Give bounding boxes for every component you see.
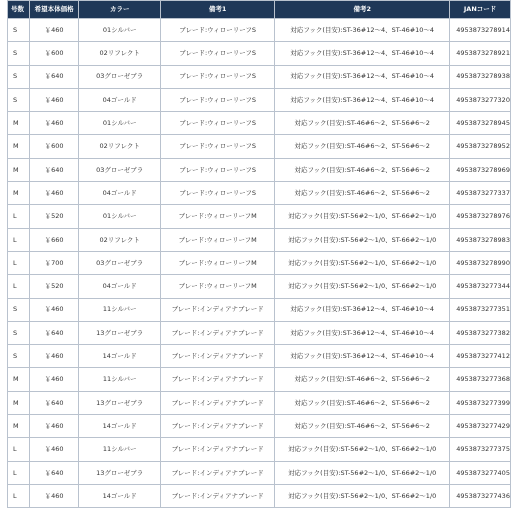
cell-jan-code: 4953873277351	[450, 298, 511, 321]
cell-color: 04ゴールド	[79, 275, 161, 298]
product-spec-table-container	[7, 0, 511, 508]
cell-size: S	[8, 42, 30, 65]
cell-note1: ブレード:インディアナブレード	[161, 345, 275, 368]
cell-price: ￥460	[29, 415, 79, 438]
cell-color: 03グローゼブラ	[79, 65, 161, 88]
cell-note1: ブレード:ウィローリーフM	[161, 228, 275, 251]
cell-note1: ブレード:ウィローリーフS	[161, 88, 275, 111]
cell-note2: 対応フック(目安):ST-36#12～4、ST-46#10～4	[275, 65, 450, 88]
cell-color: 03グローゼブラ	[79, 251, 161, 274]
cell-note2: 対応フック(目安):ST-46#6～2、ST-56#6～2	[275, 368, 450, 391]
cell-size: S	[8, 345, 30, 368]
cell-price: ￥640	[29, 461, 79, 484]
cell-size: S	[8, 65, 30, 88]
cell-note1: ブレード:ウィローリーフS	[161, 182, 275, 205]
cell-jan-code: 4953873278914	[450, 19, 511, 42]
cell-size: M	[8, 112, 30, 135]
cell-color: 14ゴールド	[79, 345, 161, 368]
table-row	[8, 135, 511, 158]
cell-color: 11シルバー	[79, 368, 161, 391]
cell-color: 04ゴールド	[79, 88, 161, 111]
cell-size: L	[8, 251, 30, 274]
cell-jan-code: 4953873277436	[450, 484, 511, 507]
table-row	[8, 182, 511, 205]
table-row	[8, 321, 511, 344]
cell-note2: 対応フック(目安):ST-46#6～2、ST-56#6～2	[275, 135, 450, 158]
cell-price: ￥460	[29, 88, 79, 111]
cell-note1: ブレード:インディアナブレード	[161, 438, 275, 461]
cell-note1: ブレード:インディアナブレード	[161, 461, 275, 484]
cell-color: 13グローゼブラ	[79, 321, 161, 344]
table-row	[8, 484, 511, 507]
cell-size: M	[8, 182, 30, 205]
cell-note1: ブレード:インディアナブレード	[161, 368, 275, 391]
cell-jan-code: 4953873277337	[450, 182, 511, 205]
cell-jan-code: 4953873278952	[450, 135, 511, 158]
cell-note1: ブレード:インディアナブレード	[161, 415, 275, 438]
cell-note2: 対応フック(目安):ST-36#12～4、ST-46#10～4	[275, 321, 450, 344]
cell-note2: 対応フック(目安):ST-46#6～2、ST-56#6～2	[275, 415, 450, 438]
cell-note2: 対応フック(目安):ST-56#2～1/0、ST-66#2～1/0	[275, 461, 450, 484]
table-row	[8, 415, 511, 438]
cell-note1: ブレード:ウィローリーフS	[161, 135, 275, 158]
cell-price: ￥640	[29, 65, 79, 88]
table-row	[8, 275, 511, 298]
cell-note1: ブレード:ウィローリーフM	[161, 205, 275, 228]
cell-note2: 対応フック(目安):ST-56#2～1/0、ST-66#2～1/0	[275, 438, 450, 461]
cell-price: ￥640	[29, 321, 79, 344]
table-row	[8, 368, 511, 391]
cell-color: 02リフレクト	[79, 42, 161, 65]
header-row	[8, 1, 511, 19]
cell-color: 01シルバー	[79, 19, 161, 42]
cell-size: S	[8, 88, 30, 111]
cell-note2: 対応フック(目安):ST-46#6～2、ST-56#6～2	[275, 112, 450, 135]
cell-price: ￥640	[29, 158, 79, 181]
cell-size: L	[8, 275, 30, 298]
cell-jan-code: 4953873277429	[450, 415, 511, 438]
cell-color: 14ゴールド	[79, 415, 161, 438]
table-row	[8, 298, 511, 321]
cell-price: ￥460	[29, 19, 79, 42]
cell-jan-code: 4953873277320	[450, 88, 511, 111]
cell-note1: ブレード:ウィローリーフS	[161, 42, 275, 65]
cell-size: M	[8, 158, 30, 181]
header-size: 号数	[8, 1, 30, 19]
cell-size: S	[8, 298, 30, 321]
cell-size: L	[8, 228, 30, 251]
cell-note1: ブレード:インディアナブレード	[161, 321, 275, 344]
cell-note1: ブレード:ウィローリーフS	[161, 19, 275, 42]
cell-size: S	[8, 19, 30, 42]
cell-note1: ブレード:ウィローリーフS	[161, 158, 275, 181]
table-row	[8, 228, 511, 251]
cell-price: ￥520	[29, 205, 79, 228]
cell-price: ￥460	[29, 112, 79, 135]
cell-color: 13グローゼブラ	[79, 461, 161, 484]
cell-price: ￥460	[29, 438, 79, 461]
cell-note1: ブレード:インディアナブレード	[161, 484, 275, 507]
cell-note2: 対応フック(目安):ST-46#6～2、ST-56#6～2	[275, 158, 450, 181]
cell-size: L	[8, 461, 30, 484]
cell-price: ￥460	[29, 182, 79, 205]
cell-note1: ブレード:ウィローリーフM	[161, 251, 275, 274]
table-row	[8, 65, 511, 88]
cell-jan-code: 4953873278938	[450, 65, 511, 88]
cell-size: M	[8, 368, 30, 391]
table-row	[8, 42, 511, 65]
cell-color: 13グローゼブラ	[79, 391, 161, 414]
table-body	[8, 19, 511, 508]
cell-price: ￥460	[29, 298, 79, 321]
cell-price: ￥600	[29, 42, 79, 65]
cell-note2: 対応フック(目安):ST-46#6～2、ST-56#6～2	[275, 182, 450, 205]
cell-jan-code: 4953873277399	[450, 391, 511, 414]
cell-note2: 対応フック(目安):ST-56#2～1/0、ST-66#2～1/0	[275, 205, 450, 228]
cell-note2: 対応フック(目安):ST-36#12～4、ST-46#10～4	[275, 19, 450, 42]
cell-price: ￥660	[29, 228, 79, 251]
header-color: カラー	[79, 1, 161, 19]
cell-note1: ブレード:インディアナブレード	[161, 391, 275, 414]
table-row	[8, 112, 511, 135]
cell-note2: 対応フック(目安):ST-36#12～4、ST-46#10～4	[275, 42, 450, 65]
cell-note1: ブレード:インディアナブレード	[161, 298, 275, 321]
table-row	[8, 438, 511, 461]
cell-jan-code: 4953873278983	[450, 228, 511, 251]
header-jan-code: JANコード	[450, 1, 511, 19]
table-row	[8, 205, 511, 228]
table-header	[8, 1, 511, 19]
cell-jan-code: 4953873278990	[450, 251, 511, 274]
table-row	[8, 251, 511, 274]
table-row	[8, 19, 511, 42]
cell-jan-code: 4953873277382	[450, 321, 511, 344]
cell-size: L	[8, 484, 30, 507]
table-row	[8, 158, 511, 181]
cell-color: 11シルバー	[79, 438, 161, 461]
cell-color: 01シルバー	[79, 205, 161, 228]
cell-note2: 対応フック(目安):ST-56#2～1/0、ST-66#2～1/0	[275, 251, 450, 274]
cell-price: ￥460	[29, 368, 79, 391]
cell-color: 04ゴールド	[79, 182, 161, 205]
table-row	[8, 345, 511, 368]
cell-note2: 対応フック(目安):ST-36#12～4、ST-46#10～4	[275, 298, 450, 321]
cell-size: L	[8, 438, 30, 461]
cell-size: L	[8, 205, 30, 228]
cell-color: 14ゴールド	[79, 484, 161, 507]
cell-jan-code: 4953873278921	[450, 42, 511, 65]
cell-price: ￥600	[29, 135, 79, 158]
cell-price: ￥640	[29, 391, 79, 414]
cell-note1: ブレード:ウィローリーフS	[161, 65, 275, 88]
cell-size: M	[8, 415, 30, 438]
cell-price: ￥520	[29, 275, 79, 298]
cell-price: ￥700	[29, 251, 79, 274]
cell-price: ￥460	[29, 345, 79, 368]
cell-jan-code: 4953873278945	[450, 112, 511, 135]
cell-color: 03グローゼブラ	[79, 158, 161, 181]
cell-note2: 対応フック(目安):ST-56#2～1/0、ST-66#2～1/0	[275, 484, 450, 507]
cell-note2: 対応フック(目安):ST-46#6～2、ST-56#6～2	[275, 391, 450, 414]
cell-note2: 対応フック(目安):ST-36#12～4、ST-46#10～4	[275, 88, 450, 111]
cell-jan-code: 4953873277375	[450, 438, 511, 461]
cell-note2: 対応フック(目安):ST-36#12～4、ST-46#10～4	[275, 345, 450, 368]
table-row	[8, 461, 511, 484]
cell-note1: ブレード:ウィローリーフS	[161, 112, 275, 135]
table-row	[8, 391, 511, 414]
cell-note2: 対応フック(目安):ST-56#2～1/0、ST-66#2～1/0	[275, 275, 450, 298]
cell-note2: 対応フック(目安):ST-56#2～1/0、ST-66#2～1/0	[275, 228, 450, 251]
cell-jan-code: 4953873277344	[450, 275, 511, 298]
cell-jan-code: 4953873277412	[450, 345, 511, 368]
cell-jan-code: 4953873277368	[450, 368, 511, 391]
cell-jan-code: 4953873278976	[450, 205, 511, 228]
cell-size: M	[8, 391, 30, 414]
cell-size: M	[8, 135, 30, 158]
cell-color: 11シルバー	[79, 298, 161, 321]
cell-note1: ブレード:ウィローリーフM	[161, 275, 275, 298]
header-note2: 備考2	[275, 1, 450, 19]
cell-jan-code: 4953873277405	[450, 461, 511, 484]
cell-price: ￥460	[29, 484, 79, 507]
header-note1: 備考1	[161, 1, 275, 19]
cell-color: 02リフレクト	[79, 228, 161, 251]
cell-size: S	[8, 321, 30, 344]
cell-color: 02リフレクト	[79, 135, 161, 158]
cell-color: 01シルバー	[79, 112, 161, 135]
table-row	[8, 88, 511, 111]
product-spec-table	[7, 0, 511, 508]
header-price: 希望本体価格	[29, 1, 79, 19]
cell-jan-code: 4953873278969	[450, 158, 511, 181]
